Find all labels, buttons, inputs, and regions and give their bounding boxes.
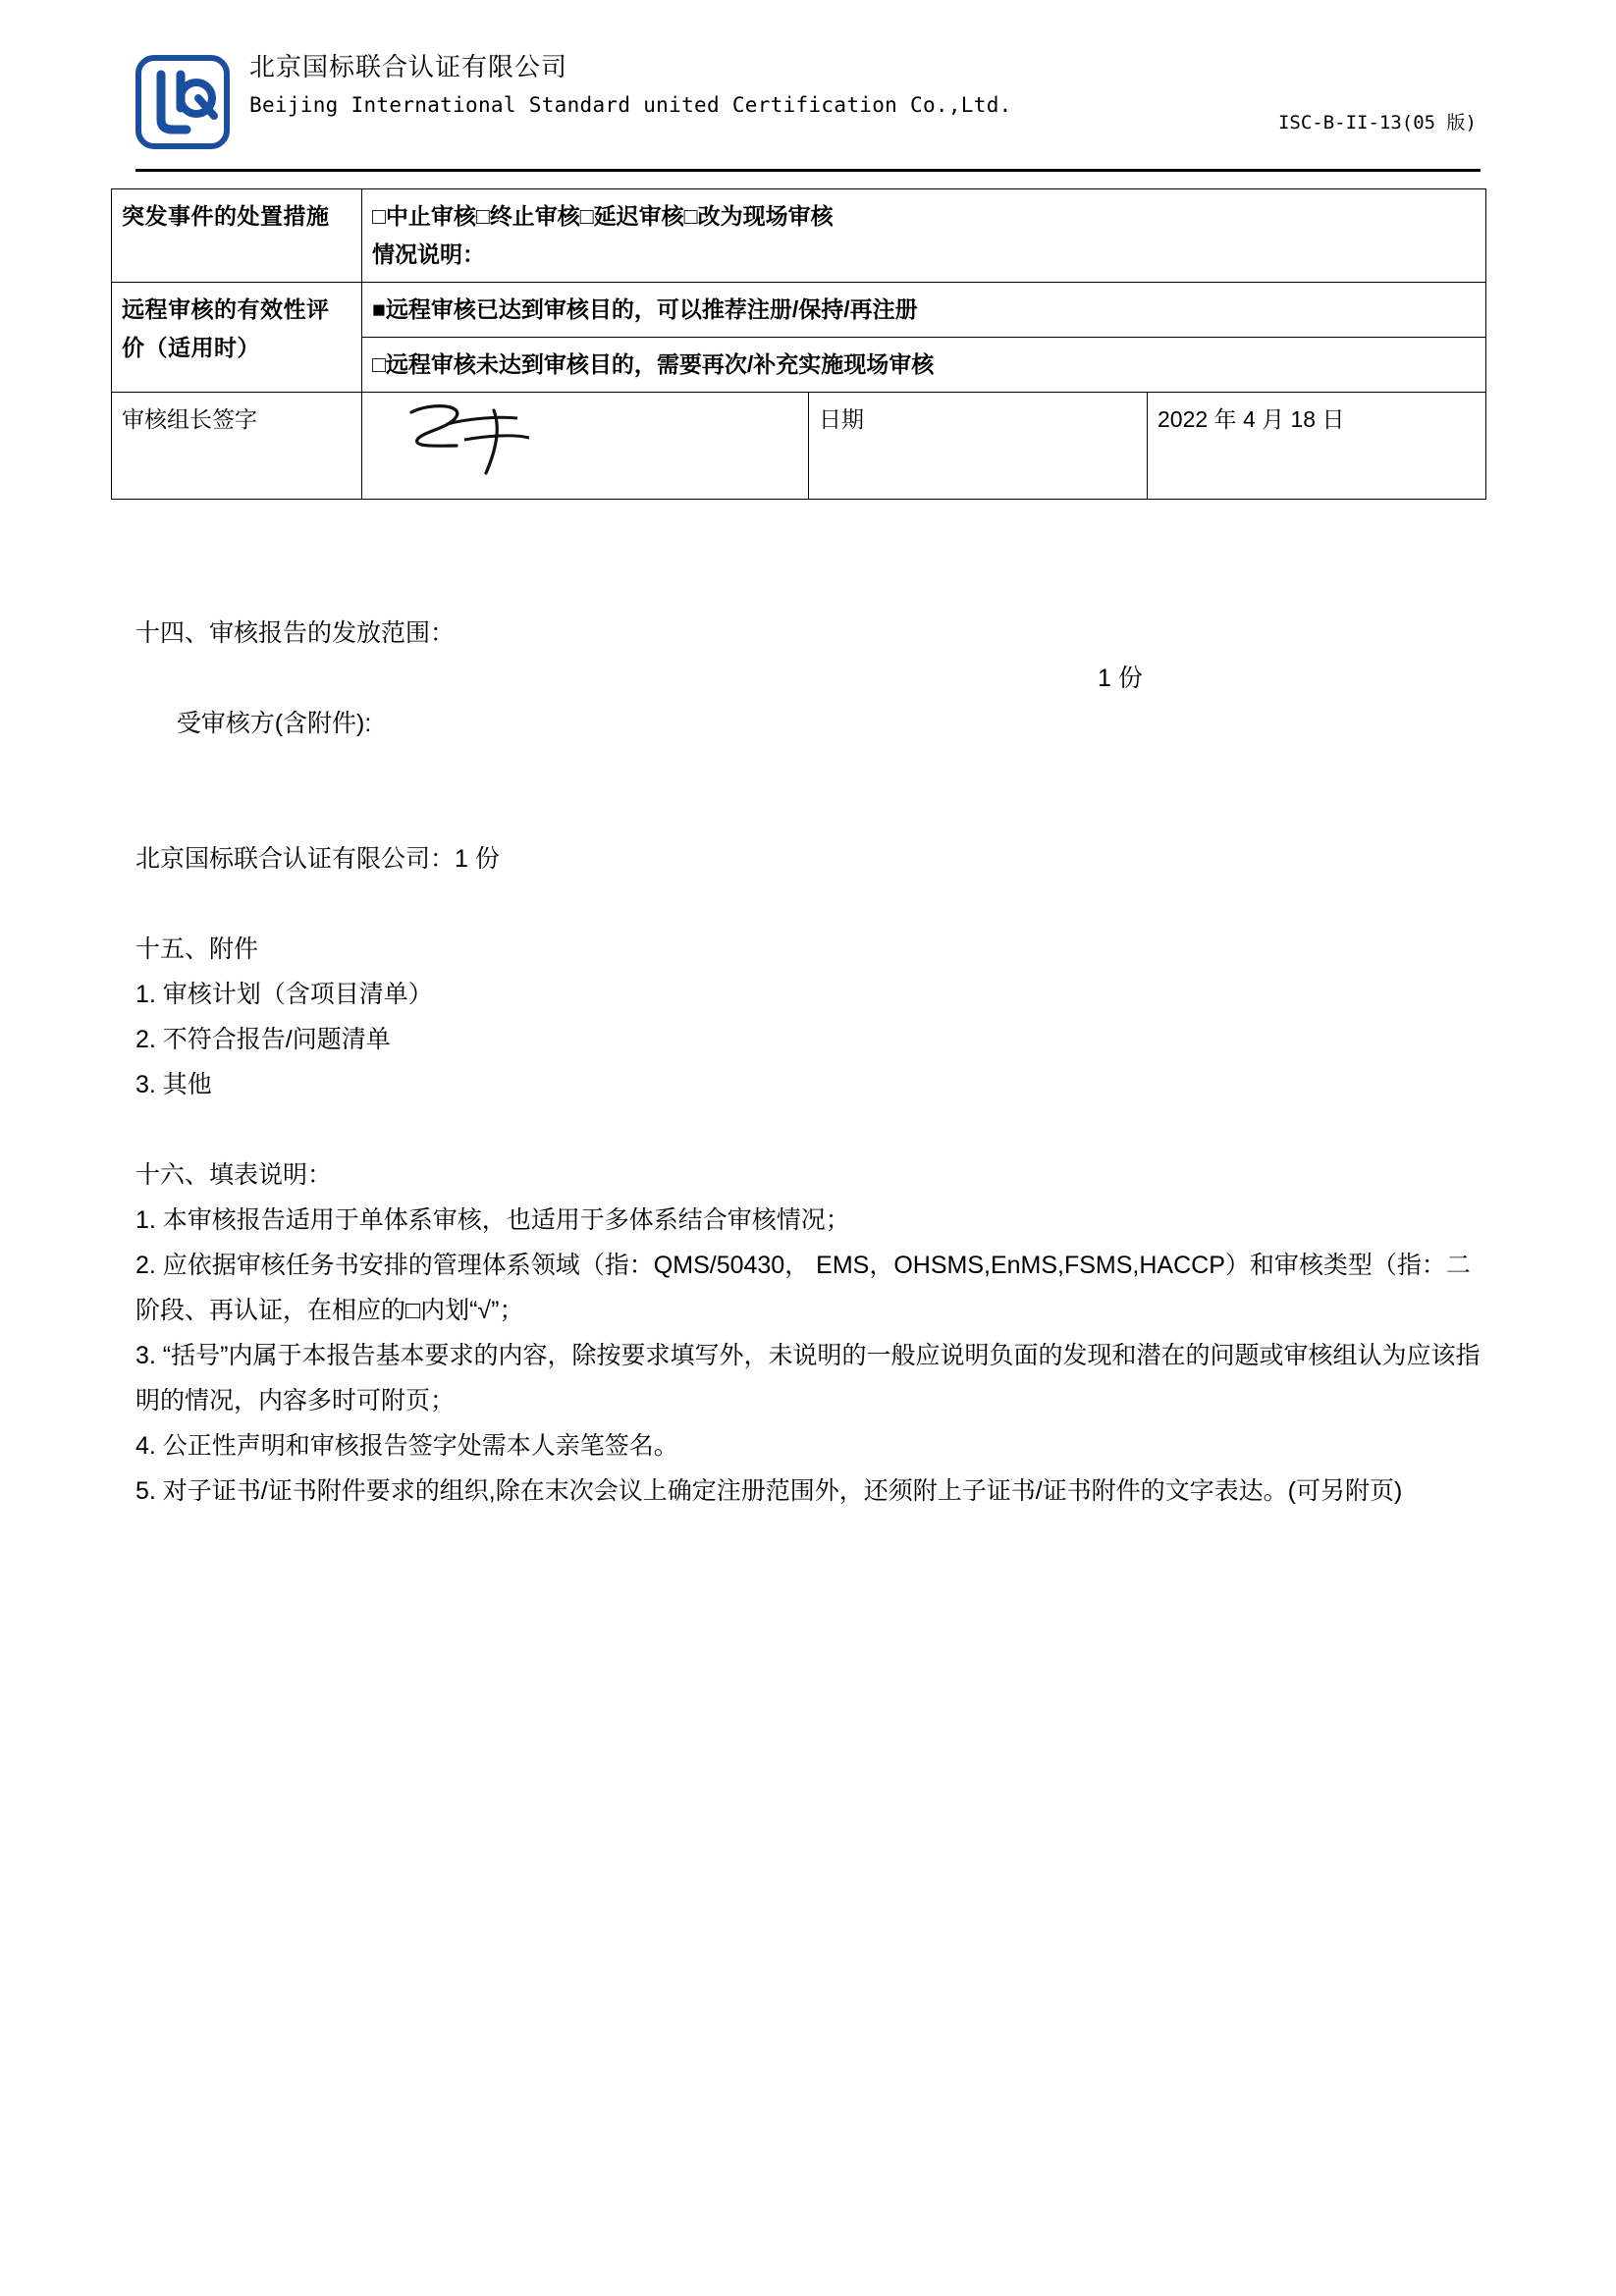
- attachment-item: 2. 不符合报告/问题清单: [135, 1026, 391, 1053]
- header-company-block: [249, 47, 1012, 124]
- distribution-item-label: 受审核方(含附件):: [176, 710, 372, 737]
- audit-date-value[interactable]: 2022 年 4 月 18 日: [1148, 393, 1486, 500]
- distribution-item: [135, 656, 1490, 836]
- remote-audit-option-unchecked[interactable]: □远程审核未达到审核目的，需要再次/补充实施现场审核: [362, 338, 1486, 393]
- instructions-title: 十六、填表说明：: [135, 1161, 333, 1189]
- instruction-item: 3. “括号”内属于本报告基本要求的内容，除按要求填写外，未说明的一般应说明负面的发现和潜在的问题或审核组认为应该指明的情况，内容多时可附页；: [135, 1342, 1481, 1415]
- table-row: [112, 189, 1486, 283]
- instruction-item: 1. 本审核报告适用于单体系审核，也适用于多体系结合审核情况；: [135, 1206, 850, 1234]
- audit-date-label: 日期: [809, 393, 1148, 500]
- document-code: ISC-B-II-13(05 版): [1277, 112, 1477, 133]
- spacer: [135, 1107, 1490, 1152]
- attachment-item: 3. 其他: [135, 1071, 212, 1098]
- document-body: [135, 611, 1490, 1514]
- company-logo-icon: [135, 55, 230, 149]
- remote-audit-validity-label: 远程审核的有效性评价（适用时）: [112, 283, 362, 393]
- distribution-item-qty: 1 份: [1098, 665, 1143, 692]
- company-name-en: Beijing International Standard united Certification Co.,Ltd.: [249, 93, 1012, 117]
- instruction-item: 5. 对子证书/证书附件要求的组织,除在末次会议上确定注册范围外，还须附上子证书/证书附件的文字表达。(可另附页): [135, 1477, 1403, 1505]
- instruction-item: 4. 公正性声明和审核报告签字处需本人亲笔签名。: [135, 1432, 678, 1460]
- table-row: [112, 283, 1486, 338]
- attachments-title: 十五、附件: [135, 935, 259, 963]
- table-row: [112, 393, 1486, 500]
- attachment-item: 1. 审核计划（含项目清单）: [135, 981, 433, 1008]
- emergency-options[interactable]: □中止审核□终止审核□延迟审核□改为现场审核: [372, 203, 834, 229]
- audit-leader-signature-label: 审核组长签字: [112, 393, 362, 500]
- header-divider: [135, 169, 1481, 172]
- audit-leader-signature-value[interactable]: [362, 393, 809, 500]
- handwritten-signature-icon: [392, 389, 568, 482]
- distribution-title: 十四、审核报告的发放范围：: [135, 619, 456, 647]
- emergency-explanation-label: 情况说明：: [372, 241, 485, 267]
- document-header: [135, 47, 1481, 153]
- spacer: [135, 881, 1490, 927]
- distribution-item: 北京国标联合认证有限公司：1 份: [135, 845, 500, 873]
- emergency-measures-label: 突发事件的处置措施: [112, 189, 362, 283]
- remote-audit-option-checked[interactable]: ■远程审核已达到审核目的，可以推荐注册/保持/再注册: [362, 283, 1486, 338]
- report-table: [111, 188, 1486, 500]
- emergency-measures-value: [362, 189, 1486, 283]
- instruction-item: 2. 应依据审核任务书安排的管理体系领域（指：QMS/50430， EMS，OHSMS,EnMS,FSMS,HACCP）和审核类型（指：二阶段、再认证，在相应的□内划“√”；: [135, 1252, 1471, 1324]
- company-name-cn: 北京国标联合认证有限公司: [249, 52, 568, 81]
